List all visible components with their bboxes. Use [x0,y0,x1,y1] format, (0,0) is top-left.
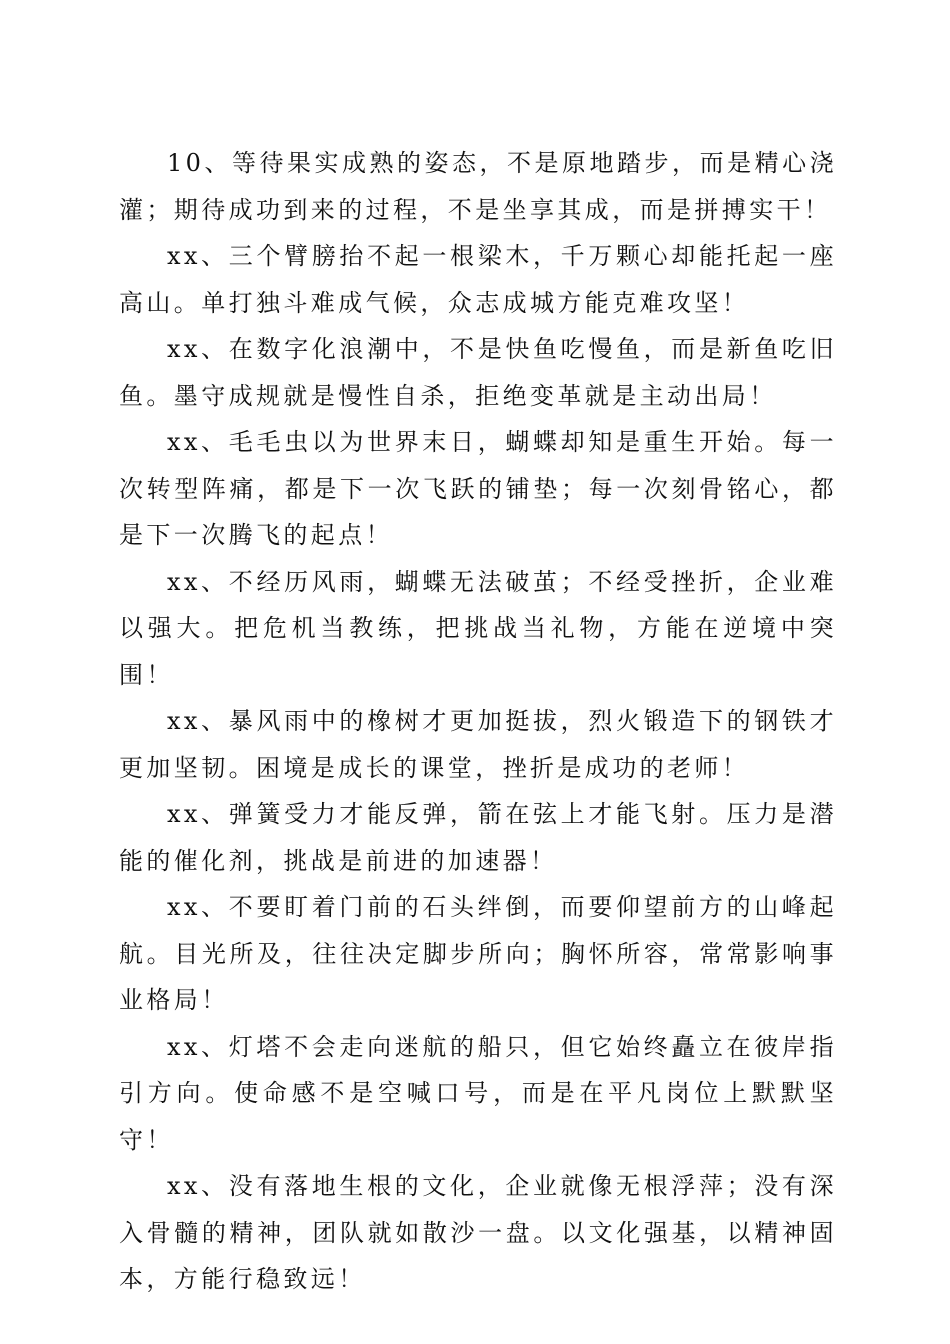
paragraph-3: xx、在数字化浪潮中，不是快鱼吃慢鱼，而是新鱼吃旧鱼。墨守成规就是慢性自杀，拒绝变革就是主动出局！ [119,335,837,410]
paragraph-6: xx、暴风雨中的橡树才更加挺拔，烈火锻造下的钢铁才更加坚韧。困境是成长的课堂，挫折是成功的老师！ [119,707,837,782]
paragraph-8: xx、不要盯着门前的石头绊倒，而要仰望前方的山峰起航。目光所及，往往决定脚步所向；胸怀所容，常常影响事业格局！ [119,893,837,1014]
document-body [119,140,837,1303]
paragraph-2: xx、三个臂膀抬不起一根梁木，千万颗心却能托起一座高山。单打独斗难成气候，众志成城方能克难攻坚！ [119,242,837,317]
paragraph-5: xx、不经历风雨，蝴蝶无法破茧；不经受挫折，企业难以强大。把危机当教练，把挑战当礼物，方能在逆境中突围！ [119,567,837,689]
paragraph-10: xx、没有落地生根的文化，企业就像无根浮萍；没有深入骨髓的精神，团队就如散沙一盘。以文化强基，以精神固本，方能行稳致远！ [119,1172,837,1293]
paragraph-7: xx、弹簧受力才能反弹，箭在弦上才能飞射。压力是潜能的催化剂，挑战是前进的加速器！ [119,800,837,875]
paragraph-1: 10、等待果实成熟的姿态，不是原地踏步，而是精心浇灌；期待成功到来的过程，不是坐享其成，而是拼搏实干！ [119,149,837,224]
paragraph-9: xx、灯塔不会走向迷航的船只，但它始终矗立在彼岸指引方向。使命感不是空喊口号，而是在平凡岗位上默默坚守！ [119,1032,837,1154]
paragraph-4: xx、毛毛虫以为世界末日，蝴蝶却知是重生开始。每一次转型阵痛，都是下一次飞跃的铺垫；每一次刻骨铭心，都是下一次腾飞的起点！ [119,428,837,549]
